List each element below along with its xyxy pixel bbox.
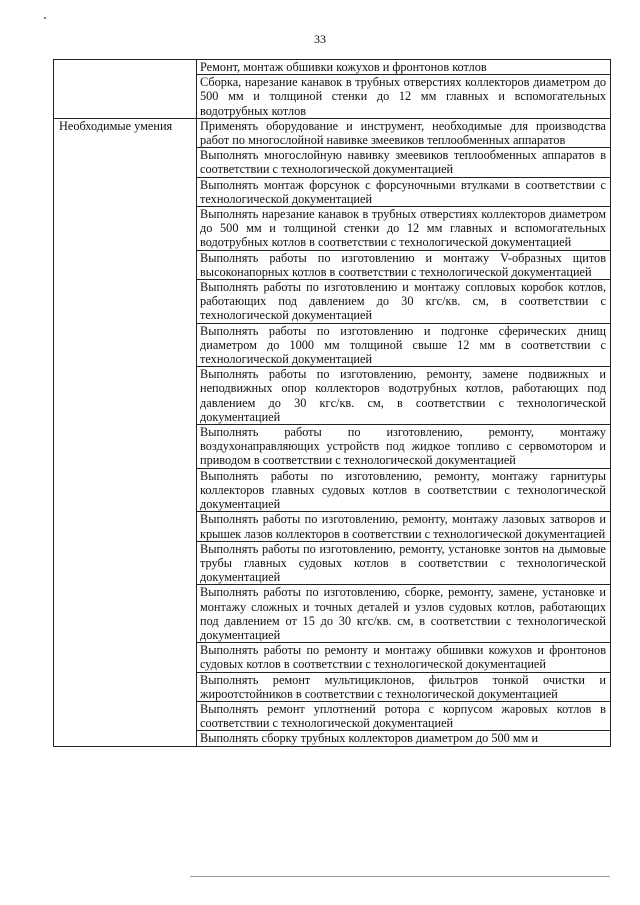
row-text-cell: Выполнять работы по изготовлению, ремонту, монтажу воздухонаправляющих устройств под жидкое топливо с сервомотором и приводом в соответствии с технологической документацией [197, 425, 611, 469]
competency-table [53, 59, 611, 747]
row-text-cell: Выполнять работы по изготовлению и подгонке сферических днищ диаметром до 1000 мм толщиной свыше 12 мм в соответствии с технологической документацией [197, 323, 611, 367]
page-number: 33 [314, 32, 326, 46]
row-text-cell: Выполнять нарезание канавок в трубных отверстиях коллекторов диаметром до 500 мм и толщиной стенки до 12 мм главных и вспомогательных водотрубных котлов в соответствии с технологической документацией [197, 207, 611, 251]
row-text-cell: Выполнять работы по изготовлению, ремонту, монтажу лазовых затворов и крышек лазов коллекторов в соответствии с технологической документацией [197, 512, 611, 541]
row-text-cell: Применять оборудование и инструмент, необходимые для производства работ по многослойной навивке змеевиков теплообменных аппаратов [197, 118, 611, 147]
row-text-cell: Выполнять ремонт уплотнений ротора с корпусом жаровых котлов в соответствии с технологической документацией [197, 701, 611, 730]
row-text-cell: Выполнять работы по изготовлению, ремонту, установке зонтов на дымовые трубы главных судовых котлов в соответствии с технологической документацией [197, 541, 611, 585]
row-text-cell: Выполнять монтаж форсунок с форсуночными втулками в соответствии с технологической документацией [197, 177, 611, 206]
row-text-cell: Выполнять работы по ремонту и монтажу обшивки кожухов и фронтонов судовых котлов в соответствии с технологической документацией [197, 643, 611, 672]
row-text-cell: Выполнять работы по изготовлению, сборке, ремонту, замене, установке и монтажу сложных и точных деталей и узлов судовых котлов, работающих под давлением от 15 до 30 кгс/кв. см, в соответствии с технологической документацией [197, 585, 611, 643]
scan-bottom-edge [190, 876, 610, 877]
row-text-cell: Ремонт, монтаж обшивки кожухов и фронтонов котлов [197, 60, 611, 75]
row-text-cell: Выполнять ремонт мультициклонов, фильтров тонкой очистки и жироотстойников в соответствии с технологической документацией [197, 672, 611, 701]
row-text-cell: Выполнять работы по изготовлению, ремонту, замене подвижных и неподвижных опор коллекторов водотрубных котлов, работающих под давлением до 30 кгс/кв. см, в соответствии с технологической документацией [197, 367, 611, 425]
row-category-cell [54, 60, 197, 119]
row-text-cell: Выполнять многослойную навивку змеевиков теплообменных аппаратов в соответствии с технологической документацией [197, 148, 611, 177]
row-text-cell: Выполнять работы по изготовлению и монтажу сопловых коробок котлов, работающих под давлением до 30 кгс/кв. см, в соответствии с технологической документацией [197, 280, 611, 324]
row-text-cell: Выполнять работы по изготовлению, ремонту, монтажу гарнитуры коллекторов главных судовых котлов в соответствии с технологической документацией [197, 468, 611, 512]
row-text-cell: Сборка, нарезание канавок в трубных отверстиях коллекторов диаметром до 500 мм и толщиной стенки до 12 мм главных и вспомогательных водотрубных котлов [197, 75, 611, 119]
table-row [54, 118, 611, 147]
row-text-cell: Выполнять работы по изготовлению и монтажу V-образных щитов высоконапорных котлов в соответствии с технологической документацией [197, 250, 611, 279]
row-text-cell: Выполнять сборку трубных коллекторов диаметром до 500 мм и [197, 731, 611, 746]
row-category-cell: Необходимые умения [54, 118, 197, 746]
table-row [54, 60, 611, 75]
scan-speck [44, 17, 46, 19]
